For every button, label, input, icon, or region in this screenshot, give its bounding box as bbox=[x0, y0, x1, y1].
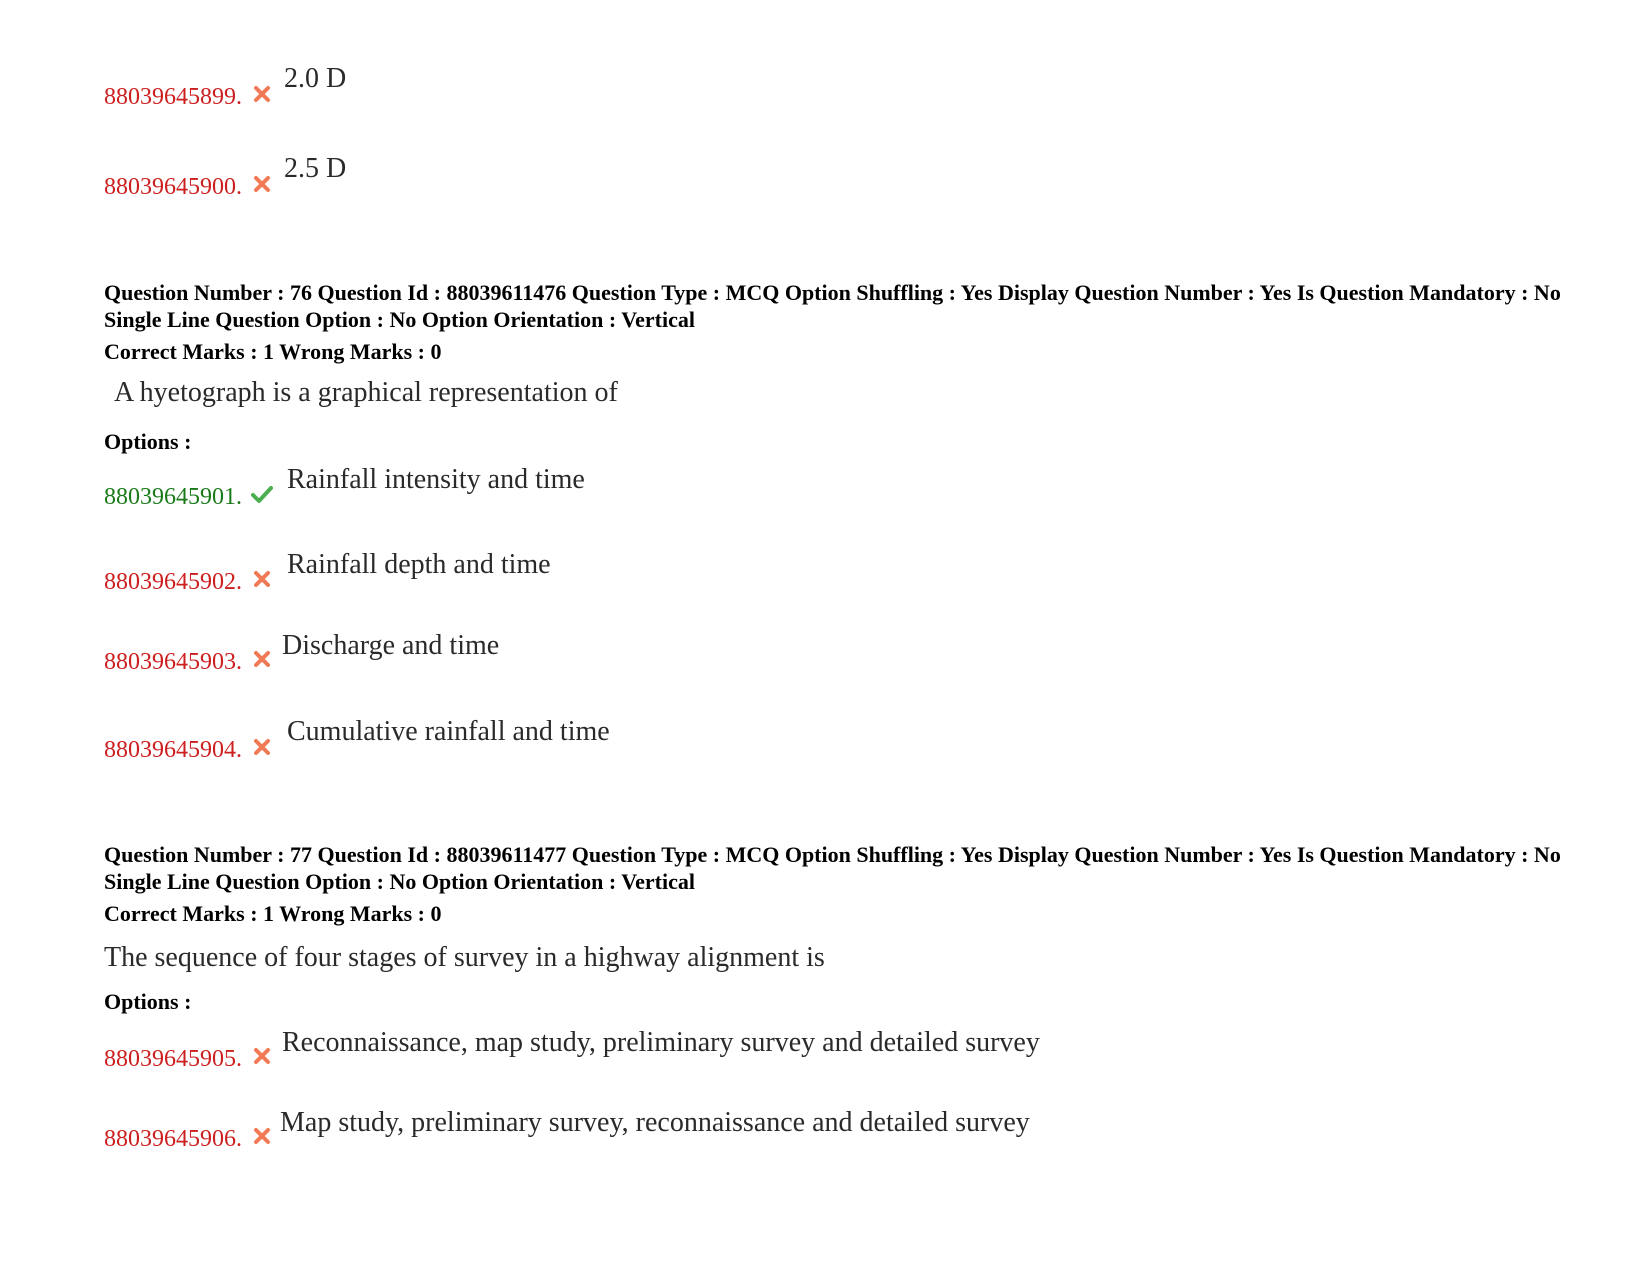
cross-icon bbox=[250, 567, 274, 591]
option-text: Reconnaissance, map study, preliminary survey and detailed survey bbox=[282, 1027, 1040, 1058]
question-77-options-label: Options : bbox=[104, 989, 192, 1014]
cross-icon bbox=[250, 172, 274, 196]
option-id: 88039645901. bbox=[104, 484, 242, 510]
question-76-options-label: Options : bbox=[104, 429, 192, 454]
check-icon bbox=[250, 482, 274, 506]
option-text: Discharge and time bbox=[282, 630, 500, 661]
question-77-text: The sequence of four stages of survey in a highway alignment is bbox=[104, 942, 825, 973]
option-id: 88039645906. bbox=[104, 1126, 242, 1152]
option-id: 88039645899. bbox=[104, 84, 242, 110]
option-text: Cumulative rainfall and time bbox=[287, 716, 610, 747]
option-text: Rainfall depth and time bbox=[287, 549, 551, 580]
question-76-meta: Question Number : 76 Question Id : 88039611476 Question Type : MCQ Option Shuffling : Yes Display Question Number : Yes Is Question Mandatory : No Single Line Question Option : No Option Orientation : Vertical bbox=[104, 280, 1561, 332]
option-id: 88039645904. bbox=[104, 737, 242, 763]
cross-icon bbox=[250, 647, 274, 671]
option-id: 88039645905. bbox=[104, 1046, 242, 1072]
question-77-marks: Correct Marks : 1 Wrong Marks : 0 bbox=[104, 901, 442, 926]
option-id: 88039645903. bbox=[104, 649, 242, 675]
option-id: 88039645900. bbox=[104, 174, 242, 200]
option-text: Rainfall intensity and time bbox=[287, 464, 585, 495]
cross-icon bbox=[250, 735, 274, 759]
cross-icon bbox=[250, 1124, 274, 1148]
cross-icon bbox=[250, 82, 274, 106]
option-text: 2.0 D bbox=[284, 63, 347, 94]
option-text: Map study, preliminary survey, reconnaissance and detailed survey bbox=[280, 1107, 1030, 1138]
question-76-marks: Correct Marks : 1 Wrong Marks : 0 bbox=[104, 339, 442, 364]
option-id: 88039645902. bbox=[104, 569, 242, 595]
question-76-text: A hyetograph is a graphical representation of bbox=[114, 377, 618, 408]
cross-icon bbox=[250, 1044, 274, 1068]
question-77-meta: Question Number : 77 Question Id : 88039611477 Question Type : MCQ Option Shuffling : Yes Display Question Number : Yes Is Question Mandatory : No Single Line Question Option : No Option Orientation : Vertical bbox=[104, 842, 1561, 894]
option-text: 2.5 D bbox=[284, 153, 347, 184]
